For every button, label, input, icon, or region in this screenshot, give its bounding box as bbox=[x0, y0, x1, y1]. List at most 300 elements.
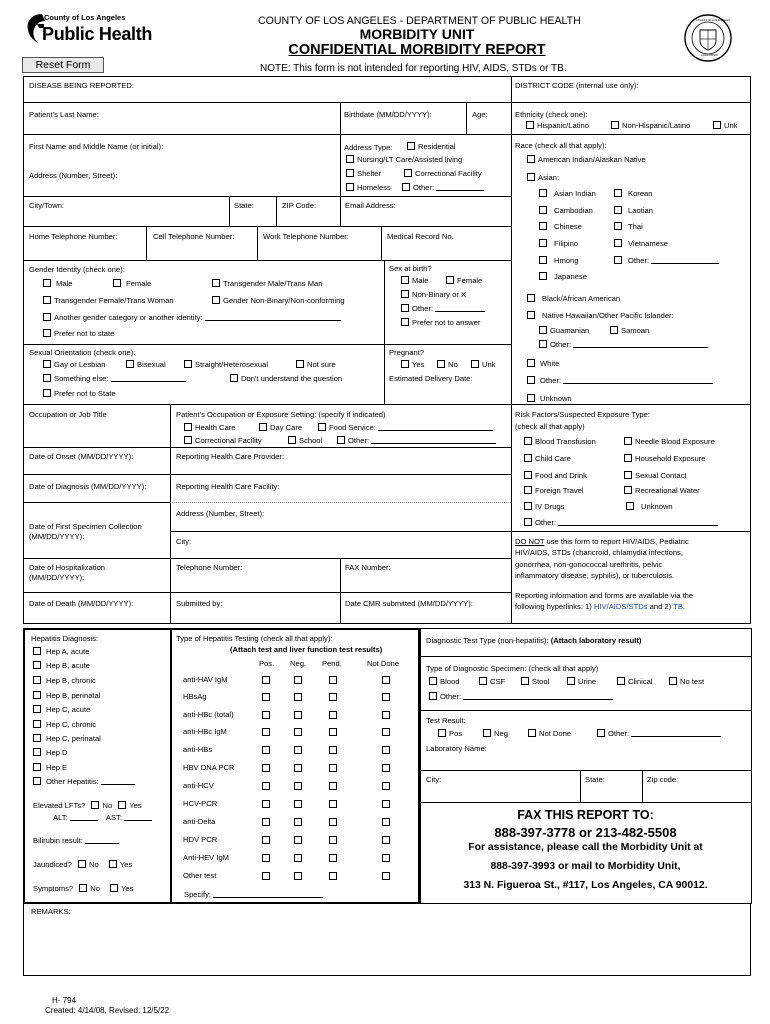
gender-female[interactable] bbox=[113, 279, 151, 288]
tb-link[interactable]: TB bbox=[673, 602, 683, 612]
county-seal bbox=[684, 14, 732, 62]
sex-female[interactable] bbox=[446, 276, 482, 285]
risk-recreational-water[interactable] bbox=[624, 486, 700, 495]
hep-test-label: anti-HAV IgM bbox=[183, 675, 228, 684]
jaundiced-row bbox=[33, 860, 132, 869]
specimen-no-test[interactable] bbox=[669, 677, 704, 686]
form-number: H- 794 bbox=[52, 996, 77, 1005]
specimen-other-label: Other: bbox=[440, 692, 462, 701]
hep-test-checkbox-neg[interactable] bbox=[294, 800, 302, 808]
hepatitis-testing-label: Type of Hepatitis Testing (check all that apply): bbox=[176, 634, 333, 643]
col-neg: Neg. bbox=[290, 659, 307, 668]
orientation-prefer-not[interactable] bbox=[43, 389, 116, 398]
race-samoan[interactable] bbox=[610, 326, 649, 335]
hep-test-checkbox-pos[interactable] bbox=[262, 764, 270, 772]
race-other[interactable] bbox=[527, 376, 713, 385]
fax-address: 313 N. Figueroa St., #117, Los Angeles, CA 90012. bbox=[463, 880, 708, 891]
ethnicity-hispanic[interactable] bbox=[526, 121, 589, 130]
risk-foreign-travel-label: Foreign Travel bbox=[535, 486, 584, 495]
specimen-clinical-label: Clinical bbox=[628, 677, 653, 686]
date-of-diagnosis-label: Date of Diagnosis (MM/DD/YYYY): bbox=[29, 482, 147, 491]
hep-c-acute[interactable] bbox=[33, 705, 90, 714]
gender-non-binary-label: Gender Non-Binary/Non-conforming bbox=[223, 296, 345, 305]
alt-ast-row bbox=[53, 813, 152, 822]
result-neg-label: Neg bbox=[494, 729, 508, 738]
race-samoan-label: Samoan bbox=[621, 326, 650, 335]
date-cmr-submitted-label: Date CMR submitted (MM/DD/YYYY): bbox=[345, 599, 473, 608]
address-nursing[interactable] bbox=[346, 155, 462, 164]
setting-day-care[interactable] bbox=[259, 423, 302, 432]
gender-non-binary[interactable] bbox=[212, 296, 345, 305]
hep-a-acute-label: Hep A, acute bbox=[46, 647, 90, 656]
setting-health-care-label: Health Care bbox=[195, 423, 236, 432]
notice-do-not: DO NOT bbox=[515, 537, 545, 546]
hep-test-checkbox-pend[interactable] bbox=[329, 746, 337, 754]
orientation-not-sure[interactable] bbox=[296, 360, 336, 369]
specimen-no-test-label: No test bbox=[680, 677, 705, 686]
zip-label: ZIP Code: bbox=[282, 201, 317, 210]
race-guamanian[interactable] bbox=[539, 326, 589, 335]
district-code-label: DISTRICT CODE (internal use only): bbox=[515, 81, 639, 90]
hep-test-checkbox-not-done[interactable] bbox=[382, 676, 390, 684]
setting-other-label: Other: bbox=[348, 436, 370, 445]
hep-test-checkbox-pend[interactable] bbox=[329, 854, 337, 862]
pregnant-yes[interactable] bbox=[401, 360, 424, 369]
provider-city-label: City: bbox=[176, 537, 192, 546]
estimated-delivery-label: Estimated Delivery Date: bbox=[389, 374, 473, 383]
reporting-facility-label: Reporting Health Care Facility: bbox=[176, 482, 280, 491]
risk-iv-drugs[interactable] bbox=[524, 502, 565, 511]
jaundiced-yes[interactable] bbox=[109, 860, 132, 869]
risk-factors-label: Risk Factors/Suspected Exposure Type: bbox=[515, 410, 650, 419]
sex-at-birth-label: Sex at birth? bbox=[389, 264, 432, 273]
orientation-bisexual[interactable] bbox=[126, 360, 166, 369]
result-other[interactable] bbox=[597, 729, 721, 738]
notice-line-6: following hyperlinks: 1) bbox=[515, 602, 592, 612]
col-not-done: Not Done bbox=[367, 659, 400, 668]
gender-another[interactable] bbox=[43, 313, 341, 322]
hep-test-checkbox-neg[interactable] bbox=[294, 711, 302, 719]
pregnant-unk-label: Unk bbox=[482, 360, 496, 369]
notice-line-1: use this form to report HIV/AIDS, Pediatric bbox=[544, 537, 689, 546]
orientation-dont-understand-label: Don't understand the question bbox=[241, 374, 343, 383]
risk-food-drink-label: Food and Drink bbox=[535, 471, 587, 480]
gender-prefer-not[interactable] bbox=[43, 329, 114, 338]
setting-correctional[interactable] bbox=[184, 436, 262, 445]
hep-test-checkbox-neg[interactable] bbox=[294, 818, 302, 826]
race-korean-label: Korean bbox=[628, 189, 653, 198]
hep-other[interactable] bbox=[33, 777, 135, 786]
hep-test-label: HCV-PCR bbox=[183, 799, 218, 808]
hep-test-checkbox-pos[interactable] bbox=[262, 728, 270, 736]
hep-c-perinatal[interactable] bbox=[33, 734, 101, 743]
hep-test-checkbox-neg[interactable] bbox=[294, 693, 302, 701]
orientation-gay-label: Gay or Lesbian bbox=[54, 360, 106, 369]
notice-line-4: inflammatory disease, syphilis), or tuberculosis. bbox=[515, 571, 675, 581]
hep-test-checkbox-not-done[interactable] bbox=[382, 782, 390, 790]
sex-other[interactable] bbox=[401, 304, 485, 313]
hep-b-perinatal-label: Hep B, perinatal bbox=[46, 691, 101, 700]
fax-heading: FAX THIS REPORT TO: bbox=[517, 808, 654, 822]
gender-trans-female[interactable] bbox=[43, 296, 174, 305]
ethnicity-hispanic-label: Hispanic/Latino bbox=[537, 121, 589, 130]
risk-foreign-travel[interactable] bbox=[524, 486, 584, 495]
reset-form-button[interactable]: Reset Form bbox=[22, 57, 104, 73]
hep-test-checkbox-pend[interactable] bbox=[329, 782, 337, 790]
hep-test-checkbox-pend[interactable] bbox=[329, 676, 337, 684]
elevated-yes-label: Yes bbox=[129, 801, 142, 810]
specify-label: Specify: bbox=[184, 890, 212, 899]
date-of-death-label: Date of Death (MM/DD/YYYY): bbox=[29, 599, 134, 608]
specify-row bbox=[184, 890, 323, 899]
gender-trans-female-label: Transgender Female/Trans Woman bbox=[54, 296, 174, 305]
cell-telephone-label: Cell Telephone Number: bbox=[153, 232, 235, 241]
hep-test-checkbox-pos[interactable] bbox=[262, 676, 270, 684]
address-residential[interactable] bbox=[407, 142, 456, 151]
orientation-something-else[interactable] bbox=[43, 374, 186, 383]
result-pos-label: Pos bbox=[449, 729, 463, 738]
hep-d-label: Hep D bbox=[46, 748, 68, 757]
risk-other-label: Other: bbox=[535, 518, 557, 527]
race-white-label: White bbox=[540, 359, 560, 368]
hep-b-acute[interactable] bbox=[33, 661, 90, 670]
notice-line-6b: and 2) bbox=[647, 602, 672, 612]
state-label: State: bbox=[234, 201, 254, 210]
race-cambodian[interactable] bbox=[539, 206, 593, 215]
specimen-urine[interactable] bbox=[567, 677, 596, 686]
race-asian-other[interactable] bbox=[614, 256, 719, 265]
hep-test-checkbox-not-done[interactable] bbox=[382, 818, 390, 826]
specimen-date-label-1: Date of First Specimen Collection bbox=[29, 522, 142, 531]
hep-a-acute[interactable] bbox=[33, 647, 89, 656]
hep-test-checkbox-not-done[interactable] bbox=[382, 693, 390, 701]
page-title: CONFIDENTIAL MORBIDITY REPORT bbox=[288, 42, 546, 58]
hep-test-checkbox-not-done[interactable] bbox=[382, 854, 390, 862]
elevated-yes[interactable] bbox=[118, 801, 141, 810]
fax-phone-mail: 888-397-3993 or mail to Morbidity Unit, bbox=[490, 861, 681, 872]
diagnostic-test-label: Diagnostic Test Type (non-hepatitis): bbox=[426, 636, 549, 645]
jaundiced-yes-label: Yes bbox=[119, 860, 133, 869]
race-asian-indian-label: Asian Indian bbox=[554, 189, 596, 198]
specimen-other[interactable] bbox=[429, 692, 613, 701]
hep-test-checkbox-neg[interactable] bbox=[294, 746, 302, 754]
hep-e-label: Hep E bbox=[46, 763, 68, 772]
notice-line-5: Reporting information and forms are available via the bbox=[515, 590, 694, 600]
race-thai[interactable] bbox=[614, 222, 643, 231]
hep-test-checkbox-pos[interactable] bbox=[262, 854, 270, 862]
risk-sexual-contact[interactable] bbox=[624, 471, 687, 480]
race-hmong[interactable] bbox=[539, 256, 578, 265]
hep-test-checkbox-neg[interactable] bbox=[294, 836, 302, 844]
risk-child-care-label: Child Care bbox=[535, 454, 571, 463]
date-of-onset-label: Date of Onset (MM/DD/YYYY): bbox=[29, 452, 134, 461]
hiv-aids-stds-link[interactable]: HIV/AIDS/STDs bbox=[593, 602, 648, 612]
provider-fax-label: FAX Number: bbox=[345, 563, 391, 572]
race-hmong-label: Hmong bbox=[554, 256, 579, 265]
sex-male-label: Male bbox=[412, 276, 429, 285]
diagnostic-test-row bbox=[426, 636, 641, 645]
bilirubin-row bbox=[33, 836, 119, 845]
risk-sexual-contact-label: Sexual Contact bbox=[635, 471, 687, 480]
hep-b-chronic[interactable] bbox=[33, 676, 96, 685]
specimen-clinical[interactable] bbox=[617, 677, 652, 686]
hep-test-checkbox-not-done[interactable] bbox=[382, 711, 390, 719]
specimen-csf-label: CSF bbox=[490, 677, 506, 686]
remarks-box bbox=[23, 903, 751, 976]
hep-test-checkbox-pos[interactable] bbox=[262, 872, 270, 880]
race-nhpi[interactable] bbox=[527, 311, 674, 320]
hep-test-checkbox-pend[interactable] bbox=[329, 728, 337, 736]
setting-food-service[interactable] bbox=[318, 423, 493, 432]
gender-identity-label: Gender Identity (check one): bbox=[29, 265, 125, 274]
hep-test-checkbox-pos[interactable] bbox=[262, 818, 270, 826]
risk-other[interactable] bbox=[524, 518, 718, 527]
result-not-done-label: Not Done bbox=[539, 729, 572, 738]
address-other-label: Other: bbox=[413, 183, 435, 192]
sex-male[interactable] bbox=[401, 276, 428, 285]
gender-trans-male[interactable] bbox=[212, 279, 322, 288]
logo-top-text: County of Los Angeles bbox=[44, 13, 126, 22]
bilirubin-label: Bilirubin result: bbox=[33, 836, 83, 845]
remarks-label: REMARKS: bbox=[31, 907, 71, 916]
risk-blood-transfusion-label: Blood Transfusion bbox=[535, 437, 596, 446]
hep-test-checkbox-pend[interactable] bbox=[329, 693, 337, 701]
race-other-label: Other: bbox=[540, 376, 562, 385]
hep-test-checkbox-not-done[interactable] bbox=[382, 746, 390, 754]
sex-other-label: Other: bbox=[412, 304, 434, 313]
ethnicity-label: Ethnicity (check one): bbox=[515, 110, 588, 119]
symptoms-yes[interactable] bbox=[110, 884, 133, 893]
hep-test-checkbox-pend[interactable] bbox=[329, 711, 337, 719]
hep-b-acute-label: Hep B, acute bbox=[46, 661, 90, 670]
ethnicity-non-hispanic[interactable] bbox=[611, 121, 690, 130]
race-filipino[interactable] bbox=[539, 239, 578, 248]
hep-test-checkbox-pend[interactable] bbox=[329, 764, 337, 772]
jaundiced-no-label: No bbox=[88, 860, 99, 869]
fax-numbers: 888-397-3778 or 213-482-5508 bbox=[494, 825, 677, 840]
symptoms-no-label: No bbox=[90, 884, 100, 893]
sexual-orientation-label: Sexual Orientation (check one): bbox=[29, 348, 136, 357]
hospitalization-date-label-1: Date of Hospitalization bbox=[29, 563, 105, 572]
specimen-csf[interactable] bbox=[479, 677, 505, 686]
hep-b-chronic-label: Hep B, chronic bbox=[46, 676, 96, 685]
specimen-stool[interactable] bbox=[521, 677, 549, 686]
ethnicity-non-hispanic-label: Non-Hispanic/Latino bbox=[622, 121, 691, 130]
notice-line-2: HIV/AIDS, STDs (chancroid, chlamydia infections, bbox=[515, 548, 683, 558]
specimen-blood-label: Blood bbox=[440, 677, 460, 686]
facility-address-label: Address (Number, Street): bbox=[176, 509, 265, 518]
hep-c-perinatal-label: Hep C, perinatal bbox=[46, 734, 101, 743]
hep-test-checkbox-not-done[interactable] bbox=[382, 728, 390, 736]
orientation-gay[interactable] bbox=[43, 360, 106, 369]
hep-test-checkbox-pend[interactable] bbox=[329, 836, 337, 844]
race-asian[interactable] bbox=[527, 173, 559, 182]
unit-title: MORBIDITY UNIT bbox=[359, 26, 475, 42]
reporting-provider-label: Reporting Health Care Provider: bbox=[176, 452, 285, 461]
symptoms-row bbox=[33, 884, 133, 893]
race-vietnamese[interactable] bbox=[614, 239, 668, 248]
hep-d[interactable] bbox=[33, 748, 68, 757]
result-not-done[interactable] bbox=[528, 729, 571, 738]
risk-food-drink[interactable] bbox=[524, 471, 587, 480]
col-pend: Pend. bbox=[322, 659, 342, 668]
race-chinese-label: Chinese bbox=[554, 222, 582, 231]
gender-trans-male-label: Transgender Male/Trans Man bbox=[223, 279, 323, 288]
pregnant-no[interactable] bbox=[437, 360, 458, 369]
hep-test-checkbox-neg[interactable] bbox=[294, 728, 302, 736]
race-laotian[interactable] bbox=[614, 206, 653, 215]
hep-test-checkbox-not-done[interactable] bbox=[382, 872, 390, 880]
race-chinese[interactable] bbox=[539, 222, 582, 231]
risk-blood-transfusion[interactable] bbox=[524, 437, 596, 446]
hep-c-chronic[interactable] bbox=[33, 720, 96, 729]
pregnant-unk[interactable] bbox=[471, 360, 496, 369]
sex-prefer-not-label: Prefer not to answer bbox=[412, 318, 481, 327]
risk-household[interactable] bbox=[624, 454, 706, 463]
hep-test-checkbox-pos[interactable] bbox=[262, 800, 270, 808]
address-nursing-label: Nursing/LT Care/Assisted living bbox=[357, 155, 463, 164]
race-black-label: Black/African American bbox=[542, 294, 621, 303]
hep-test-checkbox-pos[interactable] bbox=[262, 746, 270, 754]
hep-test-checkbox-neg[interactable] bbox=[294, 676, 302, 684]
race-thai-label: Thai bbox=[628, 222, 643, 231]
lab-state-label: State: bbox=[585, 775, 605, 784]
hep-test-checkbox-not-done[interactable] bbox=[382, 800, 390, 808]
orientation-bisexual-label: Bisexual bbox=[137, 360, 166, 369]
hep-test-checkbox-neg[interactable] bbox=[294, 872, 302, 880]
pregnant-yes-label: Yes bbox=[412, 360, 425, 369]
sex-non-binary-label: Non-Binary or X bbox=[412, 290, 467, 299]
work-telephone-label: Work Telephone Number: bbox=[263, 232, 349, 241]
gender-male[interactable] bbox=[43, 279, 72, 288]
race-korean[interactable] bbox=[614, 189, 653, 198]
medical-record-label: Medical Record No. bbox=[387, 232, 454, 241]
hepatitis-diagnosis-label: Hepatitis Diagnosis: bbox=[31, 634, 99, 643]
address-shelter[interactable] bbox=[346, 169, 381, 178]
col-pos: Pos. bbox=[259, 659, 275, 668]
race-aian-label: American Indian/Alaskan Native bbox=[538, 155, 646, 164]
submitted-by-label: Submitted by: bbox=[176, 599, 223, 608]
hep-test-checkbox-pend[interactable] bbox=[329, 872, 337, 880]
elevated-lfts bbox=[33, 801, 142, 810]
city-label: City/Town: bbox=[29, 201, 65, 210]
risk-unknown[interactable] bbox=[626, 502, 673, 511]
specimen-urine-label: Urine bbox=[578, 677, 597, 686]
hep-test-label: Other test bbox=[183, 871, 217, 880]
address-correctional[interactable] bbox=[404, 169, 482, 178]
symptoms-yes-label: Yes bbox=[121, 884, 134, 893]
setting-school-label: School bbox=[299, 436, 323, 445]
jaundiced-no[interactable] bbox=[78, 860, 99, 869]
address-other[interactable] bbox=[402, 183, 484, 192]
ast-label: AST: bbox=[105, 813, 122, 822]
elevated-no[interactable] bbox=[91, 801, 112, 810]
jaundiced-label: Jaundiced? bbox=[33, 860, 72, 869]
patient-address-label: Address (Number, Street): bbox=[29, 171, 118, 180]
result-pos[interactable] bbox=[438, 729, 462, 738]
race-nhpi-other-label: Other: bbox=[550, 340, 572, 349]
hep-test-checkbox-pos[interactable] bbox=[262, 782, 270, 790]
ethnicity-unk[interactable] bbox=[713, 121, 738, 130]
race-black[interactable] bbox=[527, 294, 620, 303]
sex-prefer-not[interactable] bbox=[401, 318, 480, 327]
risk-child-care[interactable] bbox=[524, 454, 571, 463]
race-nhpi-other[interactable] bbox=[539, 340, 708, 349]
form-created: Created: 4/14/08, Revised: 12/5/22 bbox=[45, 1006, 170, 1015]
race-japanese-label: Japanese bbox=[554, 272, 587, 281]
setting-other[interactable] bbox=[337, 436, 496, 445]
race-white[interactable] bbox=[527, 359, 559, 368]
hep-test-checkbox-pend[interactable] bbox=[329, 800, 337, 808]
hep-test-checkbox-neg[interactable] bbox=[294, 782, 302, 790]
patient-last-name-label: Patient's Last Name: bbox=[29, 110, 99, 119]
hep-test-checkbox-neg[interactable] bbox=[294, 854, 302, 862]
setting-food-service-label: Food Service: bbox=[329, 423, 376, 432]
hep-e[interactable] bbox=[33, 763, 67, 772]
hep-test-checkbox-not-done[interactable] bbox=[382, 764, 390, 772]
gender-another-label: Another gender category or another identity: bbox=[54, 313, 203, 322]
provider-telephone-label: Telephone Number: bbox=[176, 563, 243, 572]
risk-iv-drugs-label: IV Drugs bbox=[535, 502, 565, 511]
race-unknown-label: Unknown bbox=[540, 394, 572, 403]
seal-bottom-text: CALIFORNIA bbox=[701, 53, 718, 57]
race-nhpi-label: Native Hawaiian/Other Pacific Islander: bbox=[542, 311, 674, 320]
hep-b-perinatal[interactable] bbox=[33, 691, 100, 700]
sex-non-binary[interactable] bbox=[401, 290, 466, 299]
hep-test-label: anti-HCV bbox=[183, 781, 214, 790]
hep-test-checkbox-pos[interactable] bbox=[262, 711, 270, 719]
orientation-something-else-label: Something else: bbox=[54, 374, 109, 383]
race-asian-indian[interactable] bbox=[539, 189, 596, 198]
result-neg[interactable] bbox=[483, 729, 508, 738]
elevated-lfts-label: Elevated LFTs? bbox=[33, 801, 86, 810]
hep-test-checkbox-pos[interactable] bbox=[262, 693, 270, 701]
setting-health-care[interactable] bbox=[184, 423, 236, 432]
address-correctional-label: Correctional Facility bbox=[415, 169, 482, 178]
orientation-not-sure-label: Not sure bbox=[307, 360, 336, 369]
race-japanese[interactable] bbox=[539, 272, 587, 281]
risk-needle-label: Needle Blood Exposure bbox=[635, 437, 715, 446]
race-filipino-label: Filipino bbox=[554, 239, 579, 248]
age-label: Age: bbox=[472, 110, 488, 119]
risk-recreational-water-label: Recreational Water bbox=[635, 486, 700, 495]
first-name-label: First Name and Middle Name (or initial): bbox=[29, 142, 164, 151]
risk-needle[interactable] bbox=[624, 437, 715, 446]
race-aian[interactable] bbox=[527, 155, 646, 164]
hep-test-checkbox-not-done[interactable] bbox=[382, 836, 390, 844]
laboratory-name-label: Laboratory Name: bbox=[426, 744, 487, 753]
gender-prefer-not-label: Prefer not to state bbox=[54, 329, 115, 338]
risk-unknown-label: Unknown bbox=[641, 502, 673, 511]
hep-test-label: anti-HBc (total) bbox=[183, 710, 234, 719]
hep-test-checkbox-neg[interactable] bbox=[294, 764, 302, 772]
race-unknown[interactable] bbox=[527, 394, 572, 403]
specimen-blood[interactable] bbox=[429, 677, 459, 686]
elevated-no-label: No bbox=[102, 801, 113, 810]
notice-line-6c: . bbox=[682, 602, 686, 612]
hep-test-checkbox-pos[interactable] bbox=[262, 836, 270, 844]
address-homeless[interactable] bbox=[346, 183, 391, 192]
hep-test-checkbox-pend[interactable] bbox=[329, 818, 337, 826]
diagnostic-test-attach: (Attach laboratory result) bbox=[550, 636, 642, 645]
hep-test-label: HBsAg bbox=[183, 692, 207, 701]
symptoms-no[interactable] bbox=[79, 884, 100, 893]
orientation-straight[interactable] bbox=[184, 360, 268, 369]
exposure-setting-label: Patient's Occupation or Exposure Setting: (specify if indicated) bbox=[176, 410, 386, 419]
setting-school[interactable] bbox=[288, 436, 322, 445]
orientation-dont-understand[interactable] bbox=[230, 374, 342, 383]
race-cambodian-label: Cambodian bbox=[554, 206, 593, 215]
